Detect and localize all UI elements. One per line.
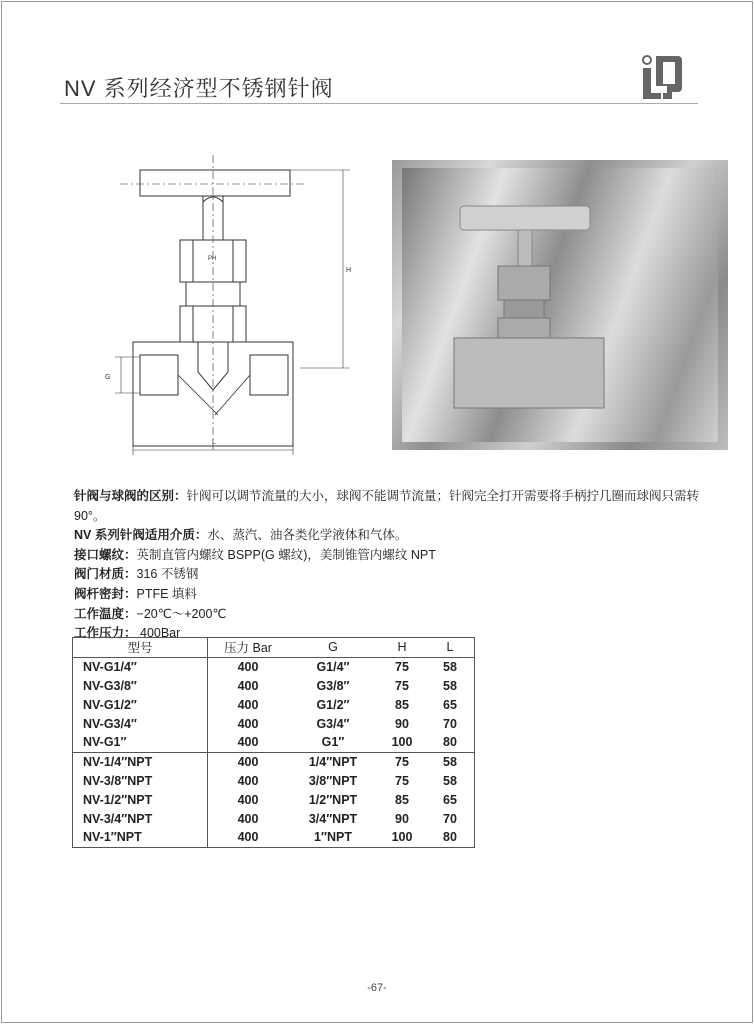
table-cell: NV-G1/4″ xyxy=(73,657,208,676)
seal-label: 阀杆密封： xyxy=(74,586,137,601)
table-cell: 400 xyxy=(237,716,259,731)
table-cell: 400 xyxy=(237,660,259,675)
table-cell: G3/4″ xyxy=(316,716,350,731)
table-cell: 1/2″NPT xyxy=(308,792,358,807)
thread-label: 接口螺纹： xyxy=(74,547,137,562)
valve-technical-drawing xyxy=(100,150,360,460)
table-row xyxy=(73,828,475,847)
table-cell: NV-1″NPT xyxy=(73,828,208,847)
valve-photo xyxy=(392,160,728,450)
page-title: NV 系列经济型不锈钢针阀 xyxy=(64,76,334,101)
table-cell: 90 xyxy=(395,811,409,826)
header-pressure: 压力 Bar xyxy=(224,641,272,656)
table-cell: 75 xyxy=(395,678,409,693)
table-cell: NV-G3/4″ xyxy=(73,714,208,733)
table-cell: 400 xyxy=(237,678,259,693)
table-cell: G1″ xyxy=(321,735,345,750)
table-cell: NV-3/4″NPT xyxy=(73,809,208,828)
pressure-label: 工作压力： xyxy=(74,626,137,641)
table-cell: 65 xyxy=(443,792,457,807)
table-cell: 400 xyxy=(237,755,259,770)
label-h: H xyxy=(346,267,352,274)
pressure-text: 400Bar xyxy=(136,626,181,641)
table-cell: 3/8″NPT xyxy=(308,773,358,788)
table-cell: 100 xyxy=(391,735,413,750)
table-cell: 400 xyxy=(237,792,259,807)
table-cell: G1/4″ xyxy=(316,660,350,675)
table-cell: 1″NPT xyxy=(314,830,352,845)
table-cell: 400 xyxy=(237,830,259,845)
table-cell: NV-G3/8″ xyxy=(73,677,208,696)
table-row xyxy=(73,714,475,733)
spec-table xyxy=(72,637,475,848)
table-cell: NV-1/2″NPT xyxy=(73,790,208,809)
table-cell: 1/4″NPT xyxy=(308,755,358,770)
table-cell: G1/2″ xyxy=(316,697,350,712)
page-number: -67- xyxy=(367,982,387,994)
table-row xyxy=(73,733,475,752)
table-cell: 85 xyxy=(395,697,409,712)
table-header-row xyxy=(73,638,475,658)
header-g: G xyxy=(328,640,338,655)
product-description xyxy=(74,487,714,644)
label-ph: PH xyxy=(208,256,217,262)
table-cell: 80 xyxy=(443,830,457,845)
temp-text: −20℃～+200℃ xyxy=(136,606,227,621)
table-cell: G3/8″ xyxy=(316,678,350,693)
table-cell: 400 xyxy=(237,697,259,712)
table-row xyxy=(73,695,475,714)
difference-text: 针阀可以调节流量的大小，球阀不能调节流量；针阀完全打开需要将手柄拧几圈而球阀只需转90°。 xyxy=(74,489,700,523)
table-row xyxy=(73,790,475,809)
table-cell: 400 xyxy=(237,735,259,750)
table-cell: 100 xyxy=(391,830,413,845)
table-cell: NV-1/4″NPT xyxy=(73,752,208,771)
table-cell: NV-G1″ xyxy=(73,733,208,752)
table-cell: 85 xyxy=(395,792,409,807)
table-cell: 58 xyxy=(443,773,457,788)
temp-label: 工作温度： xyxy=(74,606,137,621)
thread-text: 英制直管内螺纹 BSPP(G 螺纹)，美制锥管内螺纹 NPT xyxy=(136,547,436,562)
table-cell: NV-G1/2″ xyxy=(73,695,208,714)
table-cell: 90 xyxy=(395,716,409,731)
table-cell: 58 xyxy=(443,755,457,770)
table-cell: 400 xyxy=(237,811,259,826)
header-model: 型号 xyxy=(73,638,208,658)
table-row xyxy=(73,657,475,676)
table-cell: 65 xyxy=(443,697,457,712)
table-row xyxy=(73,677,475,696)
difference-label: 针阀与球阀的区别： xyxy=(74,489,187,503)
table-cell: 80 xyxy=(443,735,457,750)
label-g: G xyxy=(105,374,111,381)
label-l: L xyxy=(212,439,216,446)
table-cell: 58 xyxy=(443,678,457,693)
company-logo xyxy=(638,52,686,102)
table-row xyxy=(73,752,475,771)
table-cell: NV-3/8″NPT xyxy=(73,772,208,791)
media-text: 水、蒸汽、油各类化学液体和气体。 xyxy=(207,528,408,543)
header-l: L xyxy=(446,640,454,655)
table-row xyxy=(73,772,475,791)
valve-photo-image xyxy=(402,168,718,442)
table-cell: 70 xyxy=(443,811,457,826)
table-cell: 58 xyxy=(443,660,457,675)
media-label: NV 系列针阀适用介质： xyxy=(74,528,208,543)
table-cell: 400 xyxy=(237,773,259,788)
material-text: 316 不锈钢 xyxy=(136,567,199,582)
material-label: 阀门材质： xyxy=(74,567,137,582)
header-h: H xyxy=(397,640,407,655)
header-divider xyxy=(60,103,698,104)
table-cell: 75 xyxy=(395,755,409,770)
table-row xyxy=(73,809,475,828)
table-cell: 75 xyxy=(395,660,409,675)
table-cell: 75 xyxy=(395,773,409,788)
table-cell: 70 xyxy=(443,716,457,731)
table-cell: 3/4″NPT xyxy=(308,811,358,826)
seal-text: PTFE 填料 xyxy=(136,586,197,601)
